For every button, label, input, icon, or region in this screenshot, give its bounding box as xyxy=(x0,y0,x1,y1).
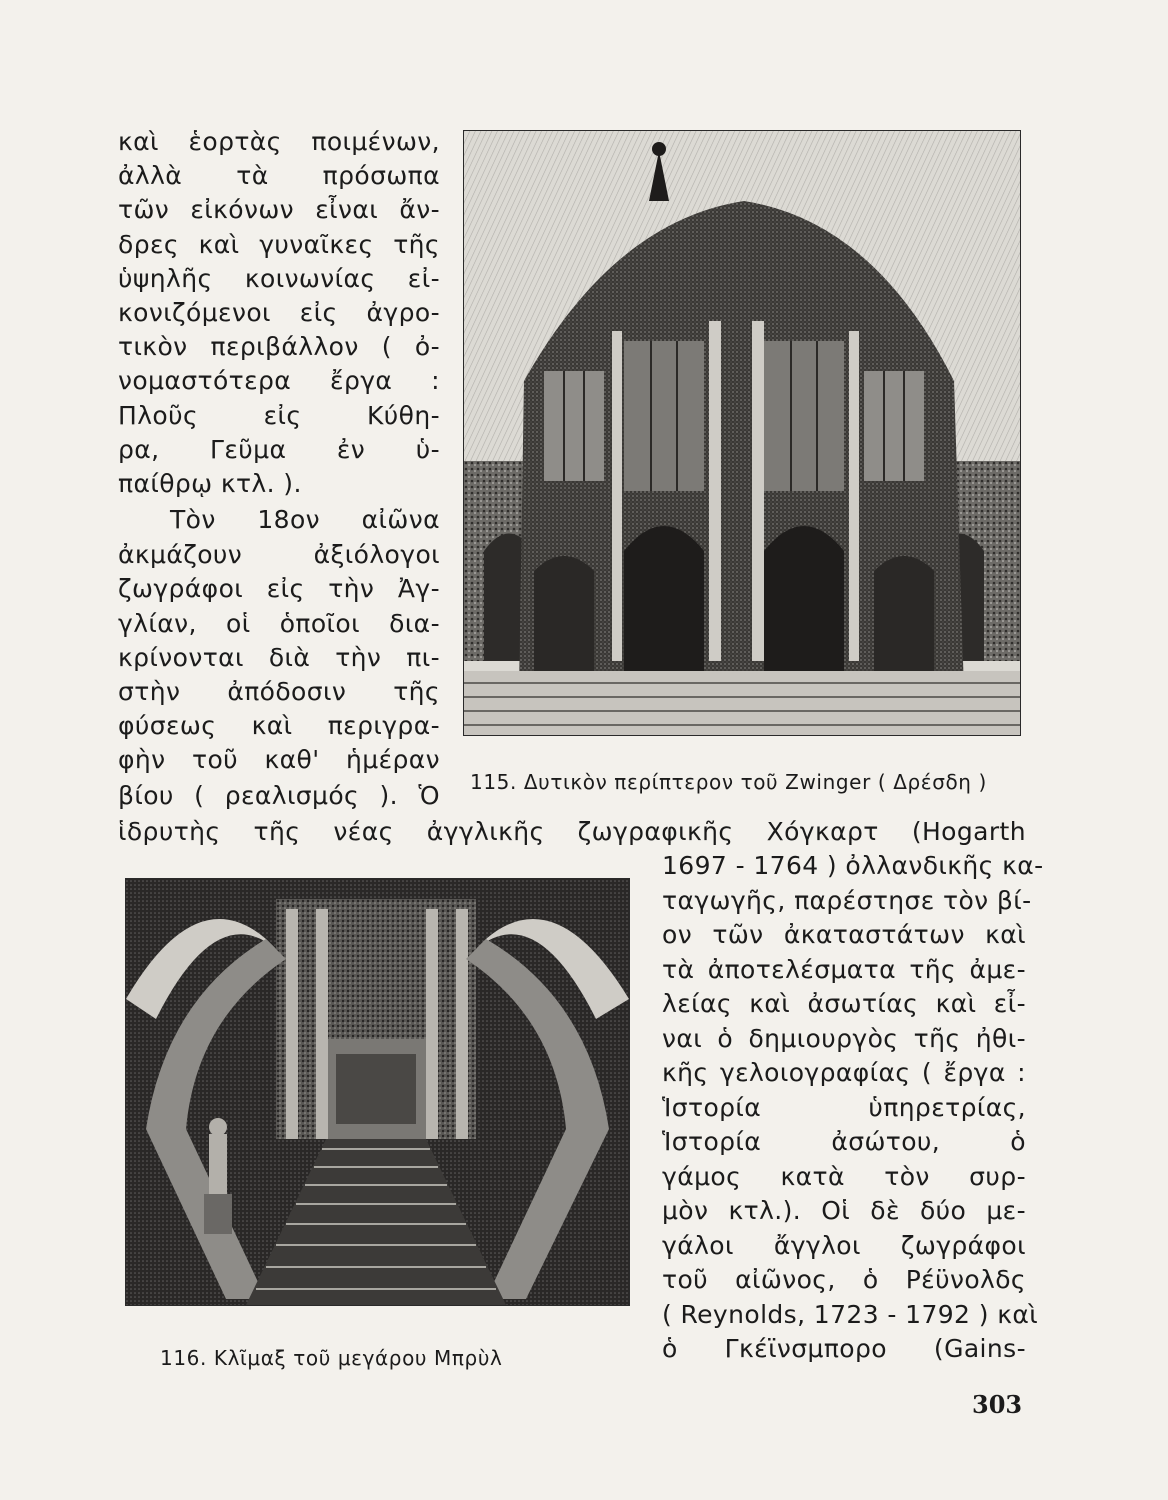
text-line: Ἱστορία ὑπηρετρίας, xyxy=(662,1093,1026,1122)
text-line: τοῦ αἰῶνος, ὁ Ρέϋνολδς xyxy=(662,1265,1026,1294)
text-line: ναι ὁ δημιουργὸς τῆς ἠθι- xyxy=(662,1024,1026,1053)
text-line: γάλοι ἄγγλοι ζωγράφοι xyxy=(662,1231,1026,1260)
text-line: ρα, Γεῦμα ἐν ὑ- xyxy=(118,435,440,464)
text-line: ( Reynolds, 1723 - 1792 ) καὶ xyxy=(662,1300,1039,1329)
text-line: ἱδρυτὴς τῆς νέας ἀγγλικῆς ζωγραφικῆς Χόγκαρτ (Hogarth xyxy=(118,817,1026,846)
text-line: τῶν εἰκόνων εἶναι ἄν- xyxy=(118,195,440,224)
zwinger-pavilion-illustration xyxy=(463,130,1021,736)
page-number: 303 xyxy=(972,1390,1023,1419)
text-line: κῆς γελοιογραφίας ( ἔργα : xyxy=(662,1058,1026,1087)
text-line: τὰ ἀποτελέσματα τῆς ἀμε- xyxy=(662,955,1026,984)
text-line: φὴν τοῦ καθ' ἡμέραν xyxy=(118,745,440,774)
text-line: στὴν ἀπόδοσιν τῆς xyxy=(118,677,440,706)
text-line: ταγωγῆς, παρέστησε τὸν βί- xyxy=(662,886,1032,915)
text-line: τικὸν περιβάλλον ( ὀ- xyxy=(118,332,440,361)
text-line: βίου ( ρεαλισμός ). Ὁ xyxy=(118,781,440,810)
text-line: ὁ Γκέϊνσμπορο (Gains- xyxy=(662,1334,1026,1363)
text-line: ον τῶν ἀκαταστάτων καὶ xyxy=(662,920,1026,949)
text-line: κρίνονται διὰ τὴν πι- xyxy=(118,643,440,672)
text-line: καὶ ἑορτὰς ποιμένων, xyxy=(118,127,440,156)
text-line: φύσεως καὶ περιγρα- xyxy=(118,711,440,740)
text-line: μὸν κτλ.). Οἱ δὲ δύο με- xyxy=(662,1196,1026,1225)
figure-116-caption: 116. Κλῖμαξ τοῦ μεγάρου Μπρὺλ xyxy=(160,1346,503,1370)
text-line: Πλοῦς εἰς Κύθη- xyxy=(118,401,440,430)
text-line: ζωγράφοι εἰς τὴν Ἀγ- xyxy=(118,574,440,603)
zwinger-pavilion-engraving xyxy=(464,131,1020,735)
text-line: δρες καὶ γυναῖκες τῆς xyxy=(118,230,440,259)
bruhl-staircase-illustration xyxy=(125,878,630,1306)
text-line: γάμος κατὰ τὸν συρ- xyxy=(662,1162,1026,1191)
text-line: παίθρῳ κτλ. ). xyxy=(118,469,302,498)
figure-115-caption: 115. Δυτικὸν περίπτερον τοῦ Zwinger ( Δρέσδη ) xyxy=(470,770,987,794)
text-line: 1697 - 1764 ) ὀλλανδικῆς κα- xyxy=(662,851,1044,880)
bruhl-staircase-engraving xyxy=(126,879,629,1305)
text-line: νομαστότερα ἔργα : xyxy=(118,366,440,395)
text-line: γλίαν, οἱ ὁποῖοι δια- xyxy=(118,609,440,638)
text-line: ἀκμάζουν ἀξιόλογοι xyxy=(118,540,440,569)
text-line: Τὸν 18ον αἰῶνα xyxy=(170,505,440,534)
text-line: Ἱστορία ἀσώτου, ὁ xyxy=(662,1127,1026,1156)
text-line: ὑψηλῆς κοινωνίας εἰ- xyxy=(118,264,440,293)
text-line: λείας καὶ ἀσωτίας καὶ εἶ- xyxy=(662,989,1026,1018)
text-line: ἀλλὰ τὰ πρόσωπα xyxy=(118,161,440,190)
text-line: κονιζόμενοι εἰς ἀγρο- xyxy=(118,298,440,327)
